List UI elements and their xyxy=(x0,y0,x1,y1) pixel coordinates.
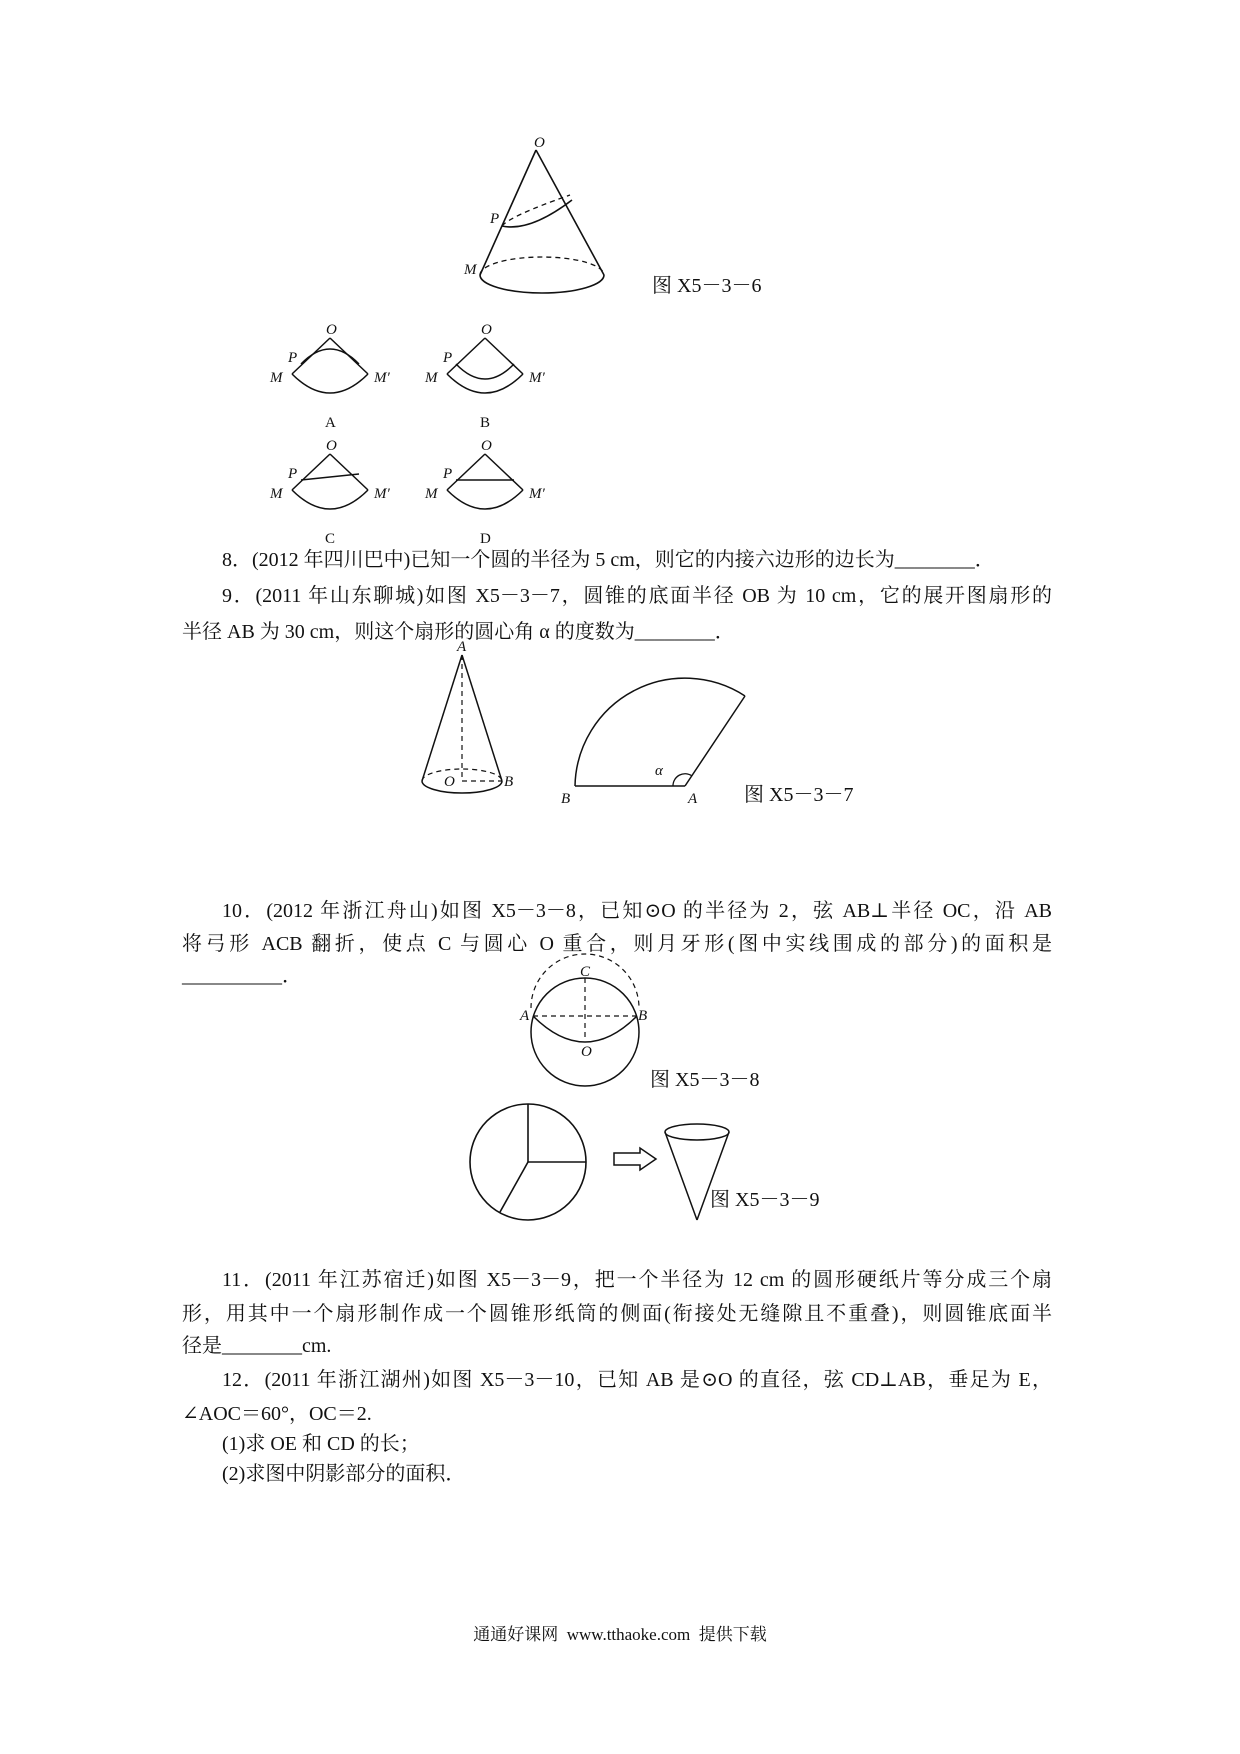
label-C: C xyxy=(580,964,591,980)
problem-10-line-2: 将弓形 ACB 翻折，使点 C 与圆心 O 重合，则月牙形(图中实线围成的部分)的面积是 xyxy=(182,933,1052,955)
label-B: B xyxy=(561,791,571,807)
label-B: B xyxy=(504,774,514,790)
label-M: M xyxy=(270,486,283,502)
option-a-diagram xyxy=(270,320,400,430)
problem-12-sub-2: (2)求图中阴影部分的面积． xyxy=(222,1463,466,1485)
problem-12-sub-1: (1)求 OE 和 CD 的长； xyxy=(222,1433,420,1455)
label-M: M xyxy=(464,262,477,278)
figure-x5-3-6-cone xyxy=(464,135,650,300)
label-O: O xyxy=(581,1044,592,1060)
page-footer: 通通好课网 www.tthaoke.com 提供下载 xyxy=(473,1625,767,1644)
caption-x5-3-9: 图 X5－3－9 xyxy=(710,1189,820,1211)
label-O: O xyxy=(444,774,455,790)
problem-9-line-1: 9．(2011 年山东聊城)如图 X5－3－7，圆锥的底面半径 OB 为 10 cm，它的展开图扇形的 xyxy=(222,585,1052,607)
label-O: O xyxy=(534,135,545,151)
problem-11-line-2: 形，用其中一个扇形制作成一个圆锥形纸筒的侧面(衔接处无缝隙且不重叠)，则圆锥底面半 xyxy=(182,1303,1052,1325)
label-A: A xyxy=(520,1008,530,1024)
label-P: P xyxy=(490,211,500,227)
caption-x5-3-6: 图 X5－3－6 xyxy=(652,275,762,297)
problem-11-line-3: 径是________cm. xyxy=(182,1335,332,1357)
figure-x5-3-9-circle xyxy=(468,1098,598,1228)
arrow-right-icon xyxy=(612,1147,660,1171)
label-O: O xyxy=(326,438,337,454)
option-label-a: A xyxy=(325,415,336,431)
label-M: M xyxy=(425,370,438,386)
option-d-diagram xyxy=(425,436,555,546)
label-P: P xyxy=(288,350,298,366)
problem-8-line-1: 8．(2012 年四川巴中)已知一个圆的半径为 5 cm，则它的内接六边形的边长为________． xyxy=(222,549,995,571)
label-A: A xyxy=(457,639,467,655)
figure-x5-3-7-cone xyxy=(400,639,540,805)
option-label-c: C xyxy=(325,531,336,547)
figure-x5-3-9-cone xyxy=(660,1120,740,1230)
label-A: A xyxy=(688,791,698,807)
figure-x5-3-7-sector xyxy=(555,680,755,810)
label-M-prime: M′ xyxy=(529,486,545,502)
option-c-diagram xyxy=(270,436,400,546)
label-P: P xyxy=(288,466,298,482)
label-P: P xyxy=(443,350,453,366)
problem-9-line-2: 半径 AB 为 30 cm，则这个扇形的圆心角 α 的度数为________． xyxy=(182,621,735,643)
label-M-prime: M′ xyxy=(374,370,390,386)
problem-12-line-1: 12．(2011 年浙江湖州)如图 X5－3－10，已知 AB 是⊙O 的直径，弦 CD⊥AB，垂足为 E， xyxy=(222,1369,1052,1391)
label-M-prime: M′ xyxy=(529,370,545,386)
problem-11-line-1: 11．(2011 年江苏宿迁)如图 X5－3－9，把一个半径为 12 cm 的圆形硬纸片等分成三个扇 xyxy=(222,1269,1052,1291)
option-label-d: D xyxy=(480,531,491,547)
problem-12-line-2: ∠AOC＝60°，OC＝2. xyxy=(182,1403,372,1425)
label-O: O xyxy=(481,438,492,454)
label-O: O xyxy=(326,322,337,338)
figure-x5-3-8-circle xyxy=(520,964,655,1088)
label-M: M xyxy=(270,370,283,386)
label-B: B xyxy=(638,1008,648,1024)
option-label-b: B xyxy=(480,415,491,431)
option-b-diagram xyxy=(425,320,555,430)
caption-x5-3-7: 图 X5－3－7 xyxy=(744,784,854,806)
problem-10-line-1: 10．(2012 年浙江舟山)如图 X5－3－8，已知⊙O 的半径为 2，弦 AB⊥半径 OC，沿 AB xyxy=(222,900,1052,922)
label-M-prime: M′ xyxy=(374,486,390,502)
problem-10-line-3: __________． xyxy=(182,965,302,987)
label-M: M xyxy=(425,486,438,502)
label-O: O xyxy=(481,322,492,338)
caption-x5-3-8: 图 X5－3－8 xyxy=(650,1069,760,1091)
label-alpha: α xyxy=(655,763,663,779)
label-P: P xyxy=(443,466,453,482)
